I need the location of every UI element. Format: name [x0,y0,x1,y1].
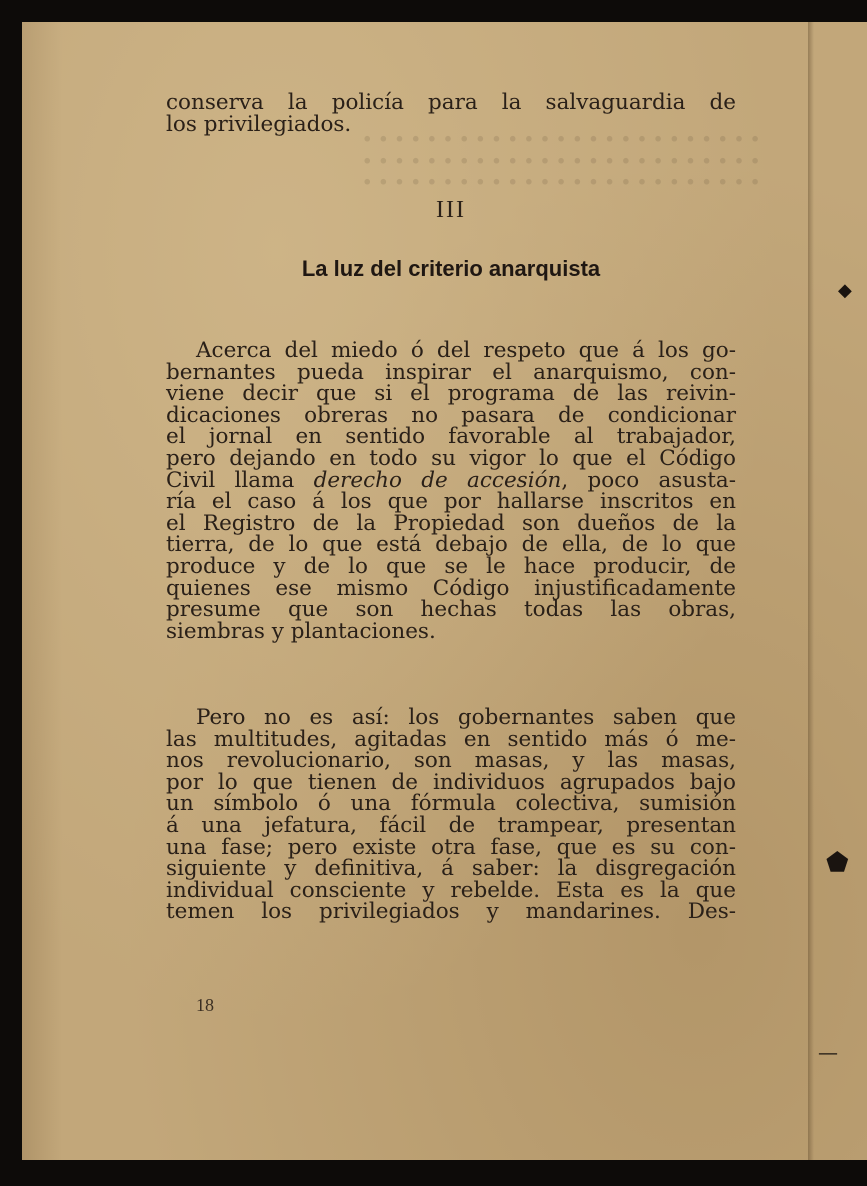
edge-spot-icon: ◆ [838,280,852,301]
text-line: por lo que tienen de individuos agrupados bajo [166,769,736,795]
text-line: viene decir que si el programa de las reivin- [166,381,736,407]
text-line: Acerca del miedo ó del respeto que á los go- [196,338,736,363]
text-line: produce y de lo que se le hace producir, de [166,553,736,579]
show-through-text: ∙ ∙ ∙ ∙ ∙ ∙ ∙ ∙ ∙ ∙ ∙ ∙ ∙ ∙ ∙ ∙ ∙ ∙ ∙ ∙ ∙ ∙ ∙ ∙ ∙ ∙ ∙ ∙ ∙ ∙ ∙ ∙ ∙ ∙ ∙ ∙ ∙ ∙ ∙ ∙ ∙ ∙ ∙ ∙ ∙ ∙ ∙ ∙ ∙ ∙ ∙ ∙ ∙ ∙ ∙ ∙ ∙ ∙ ∙ ∙ ∙ ∙ ∙ ∙ ∙ ∙ ∙ ∙ ∙ ∙ ∙ ∙ ∙ ∙ ∙ [362,126,760,194]
section-title: La luz del criterio anarquista [301,256,601,281]
text-line: pero dejando en todo su vigor lo que el Código [166,445,736,471]
text-line: las multitudes, agitadas en sentido más ó me- [166,726,736,752]
text-line: un símbolo ó una fórmula colectiva, sumisión [166,791,736,817]
text-line: Pero no es así: los gobernantes saben que [196,705,736,730]
page-gutter-shadow [808,22,814,1160]
text-line: bernantes pueda inspirar el anarquismo, con- [166,359,736,385]
text-line: tierra, de lo que está debajo de ella, de lo que [166,532,736,558]
section-number: III [436,197,466,223]
text-line: dicaciones obreras no pasara de condicionar [166,402,736,428]
text-line: presume que son hechas todas las obras, [166,597,736,623]
text-line: siembras y plantaciones. [166,618,436,644]
paragraph-2 [166,707,736,923]
text-line: el jornal en sentido favorable al trabajador, [166,424,736,450]
text-fragment: Civil llama [166,467,314,493]
text-line-italic [166,467,736,493]
text-line: los privilegiados. [166,111,352,137]
text-line: temen los privilegiados y mandarines. Des- [166,899,736,925]
text-line: individual consciente y rebelde. Esta es la que [166,877,736,903]
text-fragment: , poco asusta- [561,467,736,493]
page-text [166,90,736,281]
text-line: nos revolucionario, son masas, y las masas, [166,748,736,774]
italic-term: derecho de accesión [313,467,562,493]
text-line: conserva la policía para la salvaguardia de [166,90,736,115]
paragraph-1 [166,340,736,642]
text-line: ría el caso á los que por hallarse inscritos en [166,489,736,515]
edge-dash-icon: — [818,1040,838,1064]
edge-blot-icon: ⬟ [826,848,849,878]
page-number: 18 [196,995,214,1015]
text-line: una fase; pero existe otra fase, que es su con- [166,834,736,860]
text-line: el Registro de la Propiedad son dueños de la [166,510,736,536]
text-line: siguiente y definitiva, á saber: la disgregación [166,856,736,882]
text-line: quienes ese mismo Código injustificadamente [166,575,736,601]
text-line: á una jefatura, fácil de trampear, presentan [166,812,736,838]
